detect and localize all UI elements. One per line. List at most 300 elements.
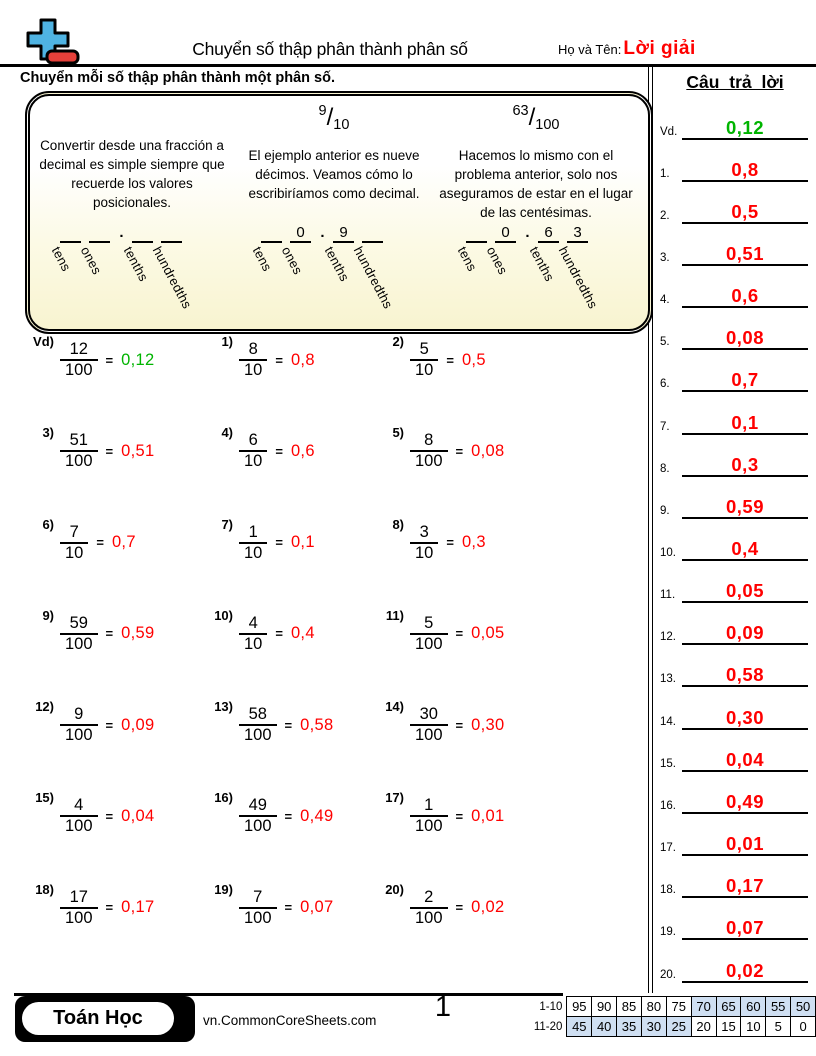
- place-digit: 6: [544, 224, 553, 241]
- numerator: 5: [424, 613, 434, 632]
- denominator: 100: [244, 908, 272, 927]
- place-digit: [89, 224, 110, 241]
- problem-answer: 0,04: [121, 806, 155, 825]
- denominator: 100: [415, 452, 443, 471]
- pvd-0: [48, 224, 195, 312]
- place-digit: [60, 224, 81, 241]
- example-column-2: [234, 100, 434, 203]
- score-cell: 0: [791, 1017, 816, 1037]
- problem-answer: 0,12: [121, 350, 155, 369]
- place-label: ones: [483, 244, 511, 277]
- problem-number: 6): [42, 516, 54, 532]
- place-value-slot: [149, 224, 195, 312]
- problem-item: [18, 608, 197, 660]
- fraction: [410, 432, 448, 470]
- score-cell: 60: [741, 997, 766, 1017]
- answer-blank-line: [682, 728, 808, 730]
- problem-answer: 0,59: [121, 624, 155, 643]
- worksheet-title: Chuyển số thập phân thành phân số: [192, 39, 468, 59]
- problem-answer: 0,1: [290, 533, 315, 552]
- place-label: hundredths: [555, 244, 601, 312]
- answer-row: [656, 272, 814, 308]
- numerator: 1: [248, 522, 258, 541]
- denominator: 10: [244, 543, 263, 562]
- answer-blank-line: [682, 222, 808, 224]
- place-label: ones: [77, 244, 105, 277]
- answer-row: [656, 230, 814, 266]
- answer-row: [656, 862, 814, 898]
- place-label: tenths: [526, 244, 558, 284]
- answer-number: 9.: [660, 504, 670, 517]
- place-digit: [161, 224, 182, 241]
- place-line: [466, 241, 487, 243]
- place-label: hundredths: [149, 244, 195, 312]
- score-cell: 85: [617, 997, 642, 1017]
- subject-badge-label: Toán Học: [22, 1002, 174, 1035]
- answer-number: 17.: [660, 842, 676, 855]
- answer-number: 13.: [660, 673, 676, 686]
- numerator: 9: [74, 705, 84, 724]
- equals-sign: =: [455, 808, 464, 824]
- fraction: [410, 615, 448, 653]
- place-digit: [132, 224, 153, 241]
- problem-number: 3): [42, 425, 54, 441]
- place-label: tens: [48, 244, 75, 274]
- answer-blank-line: [682, 559, 808, 561]
- score-table: [526, 996, 816, 1037]
- denominator: 100: [415, 634, 443, 653]
- subject-badge: [15, 996, 195, 1042]
- problem-answer: 0,49: [300, 806, 334, 825]
- answer-number: 3.: [660, 251, 670, 264]
- fraction: [410, 889, 448, 927]
- answer-value: 0,30: [725, 706, 764, 728]
- numerator: 59: [69, 613, 88, 632]
- equals-sign: =: [105, 717, 114, 733]
- example-column-1: [32, 136, 232, 212]
- answer-blank-line: [682, 685, 808, 687]
- problem-answer: 0,4: [290, 624, 315, 643]
- fraction: [60, 432, 98, 470]
- fraction: [239, 341, 267, 379]
- answer-blank-line: [682, 517, 808, 519]
- answer-row: [656, 483, 814, 519]
- answer-row: [656, 778, 814, 814]
- denominator: 100: [244, 726, 272, 745]
- problem-item: [18, 425, 197, 477]
- equals-sign: =: [275, 443, 283, 459]
- problem-answer: 0,30: [471, 715, 505, 734]
- place-digit: [362, 224, 383, 241]
- equals-sign: =: [96, 535, 104, 551]
- problems-grid: [18, 334, 648, 973]
- numerator: 30: [419, 705, 438, 724]
- place-line: [60, 241, 81, 243]
- answer-value: 0,3: [731, 453, 759, 475]
- place-label: ones: [278, 244, 306, 277]
- score-cell: 80: [641, 997, 666, 1017]
- answer-row: [656, 356, 814, 392]
- equals-sign: =: [284, 717, 293, 733]
- equals-sign: =: [105, 443, 114, 459]
- equals-sign: =: [284, 900, 293, 916]
- problem-item: [197, 425, 368, 477]
- answer-blank-line: [682, 264, 808, 266]
- name-value: Lời giải: [623, 38, 696, 59]
- answer-number: 7.: [660, 420, 670, 433]
- score-cell: 15: [716, 1017, 741, 1037]
- answer-row: [656, 567, 814, 603]
- denominator: 100: [415, 908, 443, 927]
- problem-item: [368, 699, 630, 751]
- denominator: 10: [244, 634, 263, 653]
- answer-row: [656, 104, 814, 140]
- answer-number: 15.: [660, 757, 676, 770]
- place-value-slot: [483, 224, 516, 277]
- equals-sign: =: [455, 900, 464, 916]
- place-value-slot: [120, 224, 153, 284]
- problem-number: 4): [221, 425, 233, 441]
- answer-number: 14.: [660, 715, 676, 728]
- minus-shape: [47, 51, 78, 63]
- denominator: 100: [65, 726, 93, 745]
- answer-number: 12.: [660, 631, 676, 644]
- equals-sign: =: [275, 352, 283, 368]
- fraction: [239, 706, 277, 744]
- answer-blank-line: [682, 180, 808, 182]
- answer-number: 19.: [660, 926, 676, 939]
- answer-column: [656, 68, 814, 994]
- denominator: 100: [65, 634, 93, 653]
- score-cell: 50: [791, 997, 816, 1017]
- place-digit: 0: [296, 224, 305, 241]
- answer-blank-line: [682, 770, 808, 772]
- place-line: [161, 241, 182, 243]
- answer-number: 4.: [660, 294, 670, 307]
- place-label: hundredths: [350, 244, 396, 312]
- fraction: [239, 615, 267, 653]
- problem-item: [368, 334, 630, 386]
- answer-blank-line: [682, 390, 808, 392]
- numerator: 4: [248, 613, 258, 632]
- answer-row: [656, 188, 814, 224]
- denominator: 100: [65, 817, 93, 836]
- answer-value: 0,59: [725, 495, 764, 517]
- problem-number: 15): [35, 790, 54, 806]
- problem-item: [197, 608, 368, 660]
- problem-number: 13): [214, 699, 233, 715]
- answer-number: Vd.: [660, 125, 678, 138]
- example-text: Hacemos lo mismo con el problema anterior, solo nos aseguramos de estar en el lugar de las centésimas.: [439, 148, 633, 220]
- denominator: 100: [65, 361, 93, 379]
- equals-sign: =: [284, 808, 293, 824]
- problem-answer: 0,02: [471, 898, 505, 917]
- example-column-3: [436, 100, 636, 222]
- answer-value: 0,5: [731, 200, 759, 222]
- answer-row: [656, 736, 814, 772]
- equals-sign: =: [455, 717, 464, 733]
- problem-answer: 0,01: [471, 806, 505, 825]
- answer-blank-line: [682, 475, 808, 477]
- numerator: 3: [419, 522, 429, 541]
- denominator: 100: [415, 726, 443, 745]
- problem-number: 8): [392, 516, 404, 532]
- problem-item: [197, 517, 368, 569]
- answer-row: [656, 609, 814, 645]
- problem-number: 12): [35, 699, 54, 715]
- place-line: [290, 241, 311, 243]
- pvd-2: [454, 224, 601, 312]
- place-label: tens: [454, 244, 481, 274]
- score-cell: 35: [617, 1017, 642, 1037]
- place-value-slot: [249, 224, 282, 274]
- problem-number: 16): [214, 790, 233, 806]
- example-box: [25, 91, 653, 334]
- problem-item: [368, 882, 630, 934]
- problem-answer: 0,8: [290, 350, 315, 369]
- problem-item: [368, 608, 630, 660]
- answer-blank-line: [682, 306, 808, 308]
- score-range-label: 1-10: [539, 1000, 563, 1013]
- answer-row: [656, 525, 814, 561]
- problem-number: Vd): [33, 334, 54, 349]
- score-cell: 5: [766, 1017, 791, 1037]
- answer-blank-line: [682, 938, 808, 940]
- fraction: [410, 797, 448, 835]
- instruction-text: Chuyển mỗi số thập phân thành một phân số.: [20, 70, 335, 86]
- name-label: Họ và Tên:: [558, 42, 622, 57]
- example-fraction: 9/10: [318, 103, 350, 133]
- place-line: [132, 241, 153, 243]
- answer-number: 11.: [660, 589, 676, 602]
- place-value-slot: [454, 224, 487, 274]
- problem-item: [368, 790, 630, 842]
- problem-number: 2): [392, 334, 404, 349]
- answer-value: 0,01: [725, 833, 764, 855]
- fraction: [239, 432, 267, 470]
- page-number: 1: [434, 991, 452, 1023]
- problem-number: 11): [385, 607, 404, 623]
- problem-answer: 0,51: [121, 441, 155, 460]
- problem-number: 20): [385, 881, 404, 897]
- answer-blank-line: [682, 643, 808, 645]
- denominator: 10: [65, 543, 84, 562]
- answer-value: 0,07: [725, 917, 764, 939]
- problem-number: 18): [35, 881, 54, 897]
- problem-item: [18, 790, 197, 842]
- problem-answer: 0,08: [471, 441, 505, 460]
- answer-blank-line: [682, 601, 808, 603]
- place-value-slot: [350, 224, 396, 312]
- header-rule: [0, 64, 816, 67]
- numerator: 7: [69, 522, 79, 541]
- score-range-label: 11-20: [533, 1020, 563, 1033]
- fraction: [60, 706, 98, 744]
- numerator: 6: [248, 431, 258, 450]
- answer-number: 2.: [660, 209, 670, 222]
- place-line: [89, 241, 110, 243]
- answer-row: [656, 146, 814, 182]
- numerator: 8: [424, 431, 434, 450]
- answer-value: 0,09: [725, 622, 764, 644]
- numerator: 51: [69, 431, 88, 450]
- problem-item: [197, 882, 368, 934]
- fraction: [410, 524, 438, 562]
- answer-row: [656, 820, 814, 856]
- answer-value: 0,8: [731, 158, 759, 180]
- answer-number: 10.: [660, 547, 676, 559]
- problem-answer: 0,7: [111, 533, 136, 552]
- problem-number: 1): [221, 334, 233, 349]
- denominator: 100: [65, 908, 93, 927]
- numerator: 2: [424, 887, 434, 906]
- denominator: 100: [65, 452, 93, 471]
- problem-item: [197, 699, 368, 751]
- fraction-slash: /: [528, 104, 536, 131]
- answer-number: 6.: [660, 378, 670, 391]
- decimal-point: .: [320, 224, 325, 241]
- score-cell: 65: [716, 997, 741, 1017]
- answer-value: 0,51: [725, 242, 764, 264]
- problem-item: [368, 517, 630, 569]
- answer-value: 0,02: [725, 959, 764, 981]
- problem-item: [18, 334, 197, 386]
- example-text: El ejemplo anterior es nueve décimos. Veamos cómo lo escribiríamos como decimal.: [248, 148, 420, 201]
- denominator: 100: [415, 817, 443, 836]
- problem-item: [368, 425, 630, 477]
- answer-value: 0,7: [731, 369, 759, 391]
- problem-number: 9): [42, 607, 54, 623]
- problem-number: 5): [392, 425, 404, 441]
- place-value-slot: [526, 224, 559, 284]
- denominator: 10: [415, 543, 434, 562]
- problem-item: [18, 517, 197, 569]
- answer-number: 8.: [660, 462, 670, 475]
- answer-value: 0,05: [725, 580, 764, 602]
- problem-answer: 0,3: [461, 533, 486, 552]
- numerator: 8: [248, 340, 258, 358]
- answer-row: [656, 904, 814, 940]
- answer-blank-line: [682, 981, 808, 983]
- place-value-slot: [48, 224, 81, 274]
- fraction-slash: /: [326, 104, 334, 131]
- numerator: 4: [74, 796, 84, 815]
- fraction: [60, 615, 98, 653]
- equals-sign: =: [105, 626, 114, 642]
- fraction: [60, 341, 98, 379]
- place-digit: 0: [501, 224, 510, 241]
- place-value-slot: [278, 224, 311, 277]
- pvd-1: [249, 224, 396, 312]
- problem-number: 7): [221, 516, 233, 532]
- equals-sign: =: [275, 626, 283, 642]
- answer-row: [656, 947, 814, 983]
- fraction: [239, 889, 277, 927]
- decimal-point: .: [119, 224, 124, 241]
- place-label: tens: [249, 244, 276, 274]
- numerator: 7: [253, 887, 263, 906]
- problem-answer: 0,5: [461, 350, 486, 369]
- problem-number: 17): [385, 790, 404, 806]
- equals-sign: =: [455, 626, 464, 642]
- fraction: [60, 524, 88, 562]
- problem-number: 10): [214, 607, 233, 623]
- denominator: 10: [244, 452, 263, 471]
- place-line: [362, 241, 383, 243]
- answer-value: 0,04: [725, 748, 764, 770]
- denominator: 10: [415, 361, 434, 379]
- answer-value: 0,17: [725, 875, 764, 897]
- problem-answer: 0,17: [121, 898, 155, 917]
- problem-item: [197, 334, 368, 386]
- answer-row: [656, 399, 814, 435]
- site-url: vn.CommonCoreSheets.com: [203, 1013, 377, 1028]
- problem-answer: 0,58: [300, 715, 334, 734]
- answer-row: [656, 441, 814, 477]
- place-line: [261, 241, 282, 243]
- score-cell: 70: [691, 997, 716, 1017]
- numerator: 49: [248, 796, 267, 815]
- answer-row: [656, 651, 814, 687]
- answer-row: [656, 694, 814, 730]
- score-cell: 25: [666, 1017, 691, 1037]
- answer-blank-line: [682, 896, 808, 898]
- fraction: [239, 797, 277, 835]
- equals-sign: =: [275, 535, 283, 551]
- place-digit: 3: [573, 224, 582, 241]
- answer-value: 0,6: [731, 285, 759, 307]
- score-cell: 95: [567, 997, 592, 1017]
- decimal-point: .: [525, 224, 530, 241]
- answer-number: 16.: [660, 799, 676, 812]
- fraction: [410, 341, 438, 379]
- place-label: tenths: [321, 244, 353, 284]
- problem-item: [197, 790, 368, 842]
- place-value-slot: [321, 224, 354, 284]
- place-digit: [261, 224, 282, 241]
- answer-blank-line: [682, 812, 808, 814]
- denominator: 100: [244, 817, 272, 836]
- equals-sign: =: [446, 352, 454, 368]
- fraction: [410, 706, 448, 744]
- example-fraction: 63/100: [512, 103, 560, 133]
- answer-value: 0,12: [725, 116, 764, 138]
- problem-answer: 0,07: [300, 898, 334, 917]
- place-digit: 9: [339, 224, 348, 241]
- place-line: [538, 241, 559, 243]
- fraction: [239, 524, 267, 562]
- problem-answer: 0,6: [290, 441, 315, 460]
- answer-value: 0,1: [731, 411, 759, 433]
- answer-blank-line: [682, 433, 808, 435]
- problem-item: [18, 699, 197, 751]
- numerator: 5: [419, 340, 429, 358]
- answer-number: 1.: [660, 167, 670, 180]
- problem-answer: 0,05: [471, 624, 505, 643]
- numerator: 12: [69, 340, 88, 358]
- score-cell: 20: [691, 1017, 716, 1037]
- place-value-slot: [77, 224, 110, 277]
- answer-blank-line: [682, 348, 808, 350]
- denominator: 10: [244, 361, 263, 379]
- score-cell: 30: [641, 1017, 666, 1037]
- place-label: tenths: [120, 244, 152, 284]
- score-cell: 55: [766, 997, 791, 1017]
- answer-row: [656, 314, 814, 350]
- answer-value: 0,08: [725, 327, 764, 349]
- score-cell: 10: [741, 1017, 766, 1037]
- place-digit: [466, 224, 487, 241]
